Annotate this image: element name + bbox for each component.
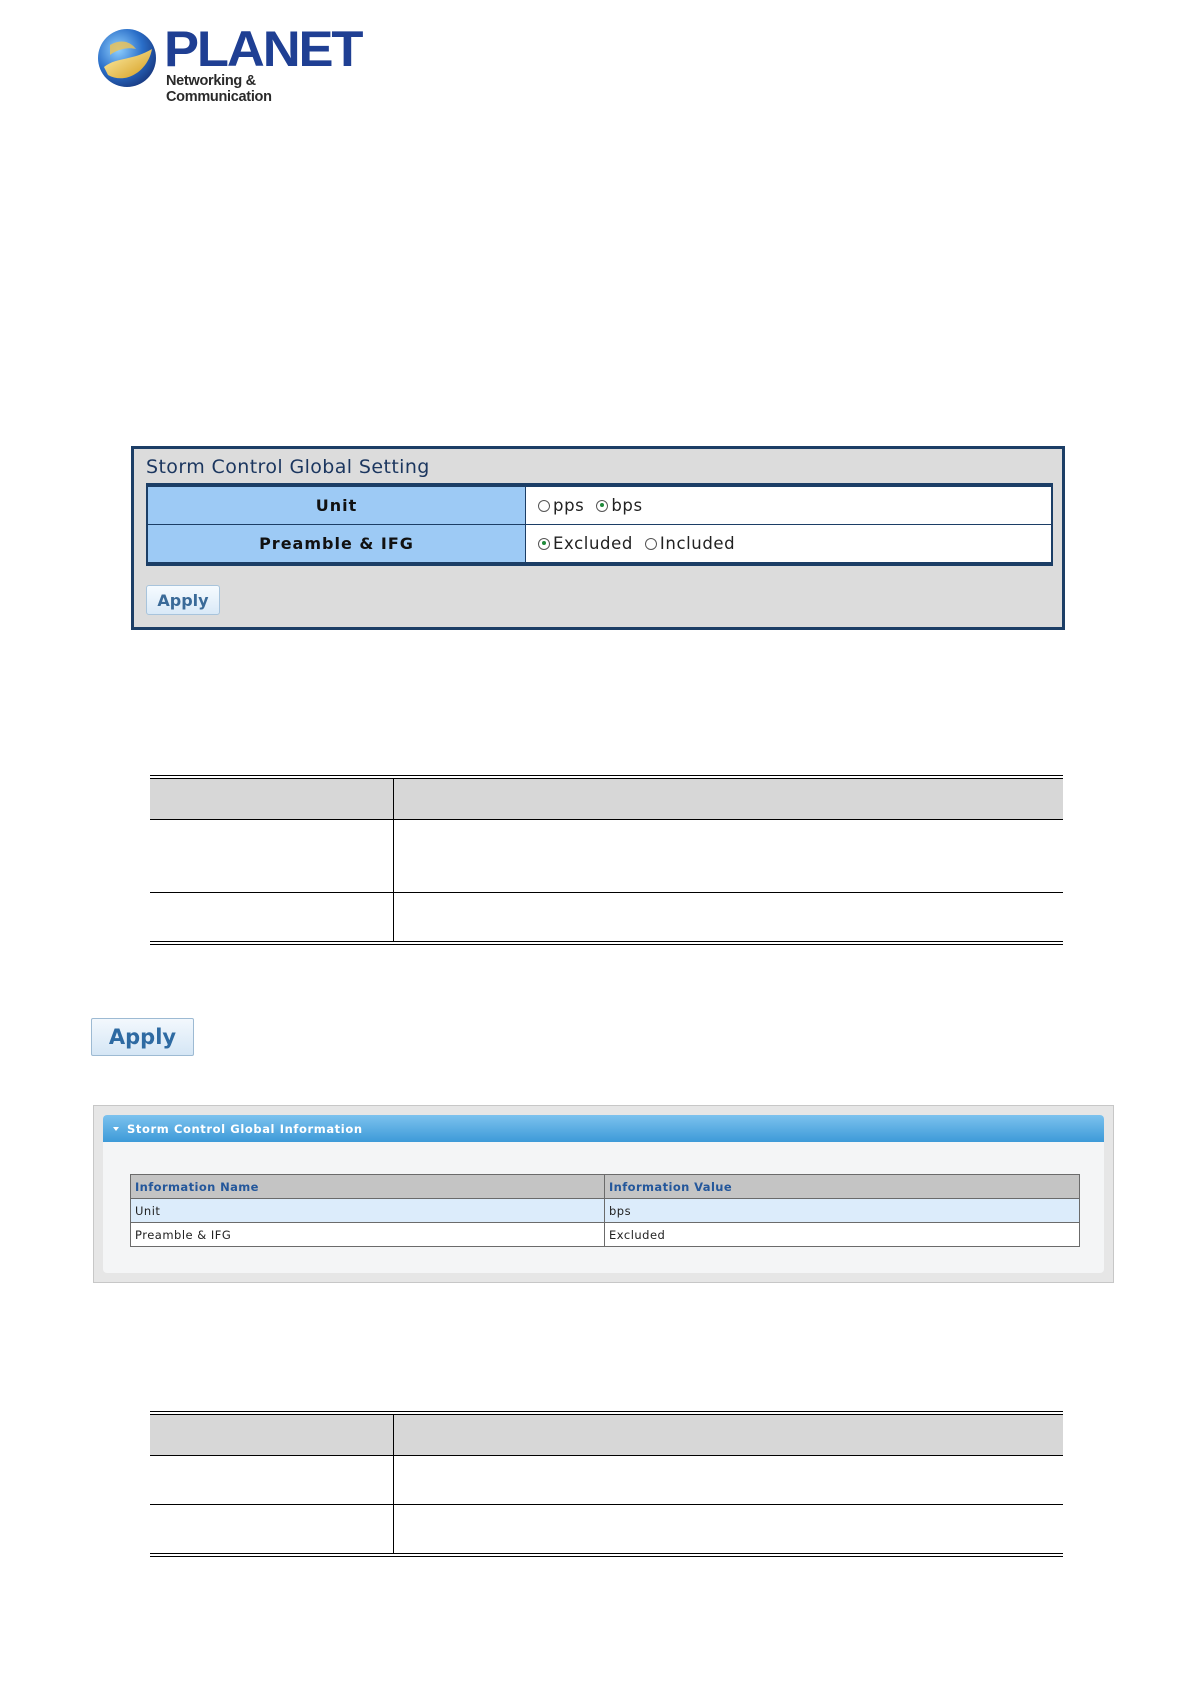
table-row [150,1505,1063,1553]
table-cell [150,820,394,892]
storm-control-global-information-panel [93,1105,1114,1283]
info-value-cell: bps [609,1203,632,1218]
info-panel-header[interactable] [103,1115,1104,1142]
table-cell [150,1415,394,1455]
table-cell [150,779,394,819]
preamble-ifg-label: Preamble & IFG [148,525,526,562]
excluded-radio[interactable] [538,538,550,550]
info-value-cell: Excluded [609,1227,666,1242]
included-option[interactable] [645,534,735,553]
table-row [131,1199,1079,1223]
panel-title: Storm Control Global Setting [146,456,430,478]
bps-radio[interactable] [596,500,608,512]
information-table [130,1174,1080,1247]
setting-table [146,483,1053,566]
info-panel-title: Storm Control Global Information [127,1121,363,1136]
info-name-cell: Preamble & IFG [131,1223,605,1246]
table-cell [150,1505,394,1553]
pps-label: pps [553,496,585,515]
info-panel-body [103,1115,1104,1273]
table-row [150,893,1063,941]
table-cell [394,1505,1063,1553]
unit-bps-option[interactable] [596,496,642,515]
preamble-ifg-options [526,525,1051,562]
globe-icon [96,27,158,89]
table-row [150,1456,1063,1505]
excluded-label: Excluded [553,534,633,553]
table-cell [394,893,1063,941]
included-label: Included [659,534,736,553]
bps-label: bps [611,496,643,515]
unit-row [148,487,1051,525]
info-name-cell: Unit [131,1199,605,1222]
description-table-2 [150,1411,1063,1557]
table-cell [394,1456,1063,1504]
planet-logo [96,21,362,105]
table-cell [150,1456,394,1504]
description-table-1 [150,775,1063,945]
unit-label: Unit [148,487,526,524]
table-cell [394,779,1063,819]
unit-options [526,487,1051,524]
table-row [131,1223,1079,1246]
preamble-ifg-row [148,525,1051,562]
column-header-value: Information Value [609,1179,733,1194]
apply-button[interactable]: Apply [91,1018,194,1056]
table-row [150,820,1063,893]
excluded-option[interactable] [538,534,633,553]
table-cell [394,820,1063,892]
collapse-triangle-icon[interactable] [113,1127,119,1131]
logo-tagline: Networking & Communication [166,73,272,105]
included-radio[interactable] [645,538,657,550]
pps-radio[interactable] [538,500,550,512]
table-header-row [150,1415,1063,1456]
table-header-row [150,779,1063,820]
setting-apply-button[interactable]: Apply [146,585,220,615]
column-header-name: Information Name [131,1175,605,1198]
table-cell [394,1415,1063,1455]
storm-control-global-setting-panel [131,446,1065,630]
logo-wordmark: PLANET [164,21,362,77]
unit-pps-option[interactable] [538,496,584,515]
table-cell [150,893,394,941]
info-table-header [131,1175,1079,1199]
